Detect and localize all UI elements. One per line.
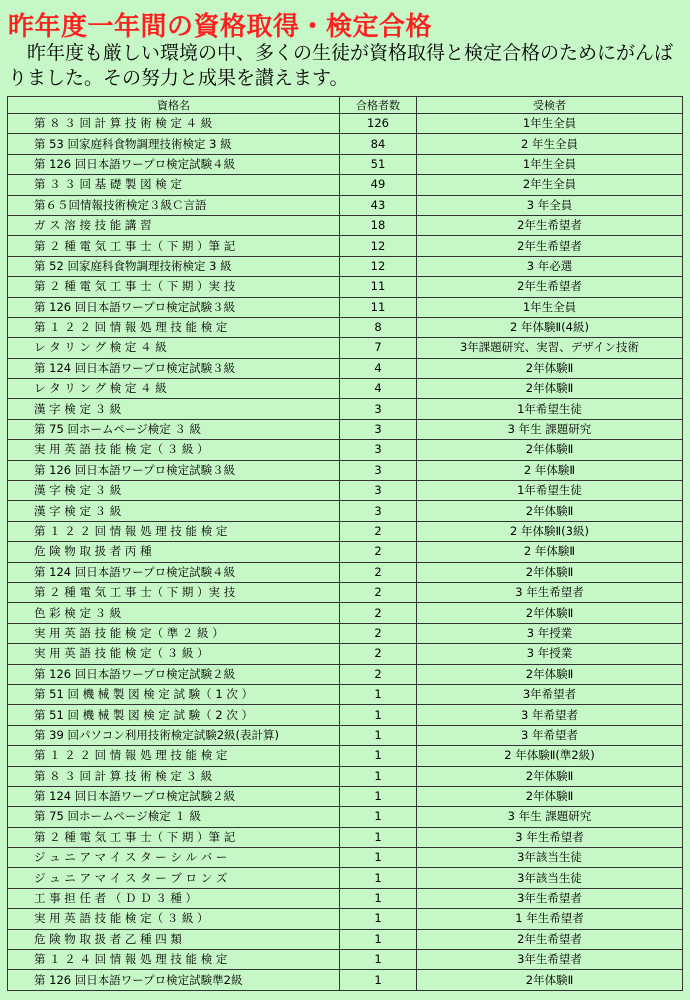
examinee-group: 1年生全員 (417, 114, 683, 134)
passed-count: 11 (340, 277, 417, 297)
examinee-group: 2 年体験Ⅱ(4級) (417, 317, 683, 337)
examinee-group: 2年生全員 (417, 175, 683, 195)
examinee-group: 3年希望者 (417, 684, 683, 704)
examinee-group: 3 年希望者 (417, 725, 683, 745)
passed-count: 4 (340, 358, 417, 378)
table-row (8, 888, 683, 908)
qualification-name: 漢 字 検 定 ３ 級 (8, 399, 340, 419)
table-row (8, 848, 683, 868)
examinee-group: 2 年体験Ⅱ (417, 460, 683, 480)
qualification-name: 第 51 回 機 械 製 図 検 定 試 験（ 1 次 ） (8, 684, 340, 704)
table-row (8, 481, 683, 501)
table-row (8, 175, 683, 195)
passed-count: 1 (340, 725, 417, 745)
table-row (8, 195, 683, 215)
qualification-name: 漢 字 検 定 ３ 級 (8, 481, 340, 501)
table-row (8, 664, 683, 684)
table-row (8, 909, 683, 929)
qualification-name: 工 事 担 任 者 （ Ｄ Ｄ ３ 種 ） (8, 888, 340, 908)
table-row (8, 950, 683, 970)
qualification-name: 第 75 回ホームページ検定 １ 級 (8, 807, 340, 827)
passed-count: 2 (340, 521, 417, 541)
passed-count: 1 (340, 786, 417, 806)
examinee-group: 1年希望生徒 (417, 399, 683, 419)
passed-count: 3 (340, 481, 417, 501)
qualification-name: 実 用 英 語 技 能 検 定（ ３ 級 ） (8, 909, 340, 929)
table-row (8, 786, 683, 806)
header-qualification: 資格名 (8, 97, 340, 114)
table-row (8, 460, 683, 480)
table-row (8, 114, 683, 134)
passed-count: 3 (340, 419, 417, 439)
passed-count: 1 (340, 807, 417, 827)
examinee-group: 3 年授業 (417, 644, 683, 664)
examinee-group: 2年生希望者 (417, 277, 683, 297)
table-row (8, 134, 683, 154)
examinee-group: 3年該当生徒 (417, 848, 683, 868)
passed-count: 3 (340, 440, 417, 460)
examinee-group: 3年生希望者 (417, 950, 683, 970)
qualification-name: 第 ２ 種 電 気 工 事 士（ 下 期 ）実 技 (8, 277, 340, 297)
passed-count: 12 (340, 236, 417, 256)
passed-count: 1 (340, 746, 417, 766)
qualification-name: 第 124 回日本語ワープロ検定試験２級 (8, 786, 340, 806)
table-row (8, 317, 683, 337)
table-row (8, 807, 683, 827)
header-passed-count: 合格者数 (340, 97, 417, 114)
table-row (8, 521, 683, 541)
passed-count: 1 (340, 684, 417, 704)
passed-count: 8 (340, 317, 417, 337)
qualification-name: 第 １ ２ ２ 回 情 報 処 理 技 能 検 定 (8, 521, 340, 541)
table-row (8, 419, 683, 439)
table-row (8, 256, 683, 276)
examinee-group: 3 年希望者 (417, 705, 683, 725)
examinee-group: 2年体験Ⅱ (417, 562, 683, 582)
examinee-group: 2年体験Ⅱ (417, 379, 683, 399)
table-row (8, 725, 683, 745)
passed-count: 126 (340, 114, 417, 134)
qualification-name: 実 用 英 語 技 能 検 定（ ３ 級 ） (8, 440, 340, 460)
qualification-name: 漢 字 検 定 ３ 級 (8, 501, 340, 521)
passed-count: 1 (340, 888, 417, 908)
table-row (8, 562, 683, 582)
qualification-name: 第 ２ 種 電 気 工 事 士（ 下 期 ）筆 記 (8, 827, 340, 847)
passed-count: 3 (340, 399, 417, 419)
examinee-group: 3 年授業 (417, 623, 683, 643)
examinee-group: 2 年生全員 (417, 134, 683, 154)
passed-count: 2 (340, 664, 417, 684)
table-row (8, 297, 683, 317)
passed-count: 18 (340, 215, 417, 235)
examinee-group: 3 年生 課題研究 (417, 807, 683, 827)
qualification-name: 第 53 回家庭科食物調理技術検定 3 級 (8, 134, 340, 154)
qualification-name: 実 用 英 語 技 能 検 定（ 準 ２ 級 ） (8, 623, 340, 643)
table-row (8, 215, 683, 235)
examinee-group: 2年体験Ⅱ (417, 970, 683, 990)
examinee-group: 2年生希望者 (417, 929, 683, 949)
qualification-name: 第 126 回日本語ワープロ検定試験４級 (8, 154, 340, 174)
passed-count: 1 (340, 848, 417, 868)
table-row (8, 623, 683, 643)
passed-count: 1 (340, 705, 417, 725)
passed-count: 1 (340, 827, 417, 847)
table-row (8, 440, 683, 460)
table-row (8, 379, 683, 399)
passed-count: 49 (340, 175, 417, 195)
examinee-group: 3年課題研究、実習、デザイン技術 (417, 338, 683, 358)
qualification-name: ジ ュ ニ ア マ イ ス タ ー ブ ロ ン ズ (8, 868, 340, 888)
qualification-name: 第６５回情報技術検定３級Ｃ言語 (8, 195, 340, 215)
table-row (8, 827, 683, 847)
qualification-name: ガ ス 溶 接 技 能 講 習 (8, 215, 340, 235)
examinee-group: 3 年生希望者 (417, 582, 683, 602)
qualification-name: 第 ３ ３ 回 基 礎 製 図 検 定 (8, 175, 340, 195)
page-title: 昨年度一年間の資格取得・検定合格 (8, 12, 433, 42)
examinee-group: 2年生希望者 (417, 215, 683, 235)
qualification-name: 第 １ ２ ４ 回 情 報 処 理 技 能 検 定 (8, 950, 340, 970)
examinee-group: 1年生全員 (417, 297, 683, 317)
examinee-group: 2年体験Ⅱ (417, 664, 683, 684)
table-row (8, 705, 683, 725)
table-row (8, 501, 683, 521)
examinee-group: 3 年生希望者 (417, 827, 683, 847)
table-row (8, 868, 683, 888)
examinee-group: 2年体験Ⅱ (417, 358, 683, 378)
qualification-name: レ タ リ ン グ 検 定 ４ 級 (8, 379, 340, 399)
examinee-group: 1年希望生徒 (417, 481, 683, 501)
examinee-group: 3 年必選 (417, 256, 683, 276)
qualification-name: 第 126 回日本語ワープロ検定試験３級 (8, 460, 340, 480)
qualification-name: 第 ２ 種 電 気 工 事 士（ 下 期 ）実 技 (8, 582, 340, 602)
passed-count: 4 (340, 379, 417, 399)
table-row (8, 358, 683, 378)
qualification-name: 第 １ ２ ２ 回 情 報 処 理 技 能 検 定 (8, 746, 340, 766)
qualification-name: 第 126 回日本語ワープロ検定試験２級 (8, 664, 340, 684)
intro-text: 昨年度も厳しい環境の中、多くの生徒が資格取得と検定合格のためにがんばりました。その努力と成果を讃えます。 (8, 42, 674, 89)
examinee-group: 2年生希望者 (417, 236, 683, 256)
passed-count: 2 (340, 644, 417, 664)
passed-count: 11 (340, 297, 417, 317)
qualification-name: 実 用 英 語 技 能 検 定（ ３ 級 ） (8, 644, 340, 664)
qualification-name: 第 39 回パソコン利用技術検定試験2級(表計算) (8, 725, 340, 745)
passed-count: 84 (340, 134, 417, 154)
examinee-group: 3 年生 課題研究 (417, 419, 683, 439)
table-row (8, 277, 683, 297)
passed-count: 1 (340, 909, 417, 929)
passed-count: 12 (340, 256, 417, 276)
qualification-name: 第 124 回日本語ワープロ検定試験３級 (8, 358, 340, 378)
table-row (8, 236, 683, 256)
qualification-name: 第 １ ２ ２ 回 情 報 処 理 技 能 検 定 (8, 317, 340, 337)
passed-count: 1 (340, 868, 417, 888)
qualification-name: 第 126 回日本語ワープロ検定試験準2級 (8, 970, 340, 990)
passed-count: 3 (340, 501, 417, 521)
examinee-group: 2 年体験Ⅱ(準2級) (417, 746, 683, 766)
qualification-name: 第 ８ ３ 回 計 算 技 術 検 定 ３ 級 (8, 766, 340, 786)
table-body (8, 114, 683, 991)
qualification-name: 色 彩 検 定 ３ 級 (8, 603, 340, 623)
qualification-name: 第 124 回日本語ワープロ検定試験４級 (8, 562, 340, 582)
passed-count: 1 (340, 950, 417, 970)
passed-count: 1 (340, 929, 417, 949)
table-row (8, 746, 683, 766)
passed-count: 51 (340, 154, 417, 174)
table-row (8, 766, 683, 786)
examinee-group: 2 年体験Ⅱ(3級) (417, 521, 683, 541)
table-row (8, 684, 683, 704)
examinee-group: 2年体験Ⅱ (417, 766, 683, 786)
qualification-name: 危 険 物 取 扱 者 乙 種 四 類 (8, 929, 340, 949)
qualification-name: ジ ュ ニ ア マ イ ス タ ー シ ル バ ー (8, 848, 340, 868)
passed-count: 2 (340, 582, 417, 602)
table-row (8, 542, 683, 562)
passed-count: 1 (340, 766, 417, 786)
passed-count: 3 (340, 460, 417, 480)
passed-count: 2 (340, 562, 417, 582)
examinee-group: 3 年全員 (417, 195, 683, 215)
table-row (8, 582, 683, 602)
certification-table (7, 96, 683, 991)
table-row (8, 929, 683, 949)
qualification-name: 第 75 回ホームページ検定 ３ 級 (8, 419, 340, 439)
examinee-group: 2年体験Ⅱ (417, 786, 683, 806)
examinee-group: 1年生全員 (417, 154, 683, 174)
qualification-name: 第 126 回日本語ワープロ検定試験３級 (8, 297, 340, 317)
examinee-group: 2年体験Ⅱ (417, 501, 683, 521)
examinee-group: 1 年生希望者 (417, 909, 683, 929)
examinee-group: 3年該当生徒 (417, 868, 683, 888)
header-examinees: 受検者 (417, 97, 683, 114)
examinee-group: 3年生希望者 (417, 888, 683, 908)
passed-count: 2 (340, 603, 417, 623)
table-row (8, 970, 683, 990)
examinee-group: 2年体験Ⅱ (417, 440, 683, 460)
table-row (8, 399, 683, 419)
table-row (8, 338, 683, 358)
examinee-group: 2 年体験Ⅱ (417, 542, 683, 562)
table-row (8, 644, 683, 664)
qualification-name: 第 52 回家庭科食物調理技術検定 3 級 (8, 256, 340, 276)
passed-count: 1 (340, 970, 417, 990)
passed-count: 7 (340, 338, 417, 358)
passed-count: 2 (340, 542, 417, 562)
table-header-row (8, 97, 683, 114)
qualification-name: 第 51 回 機 械 製 図 検 定 試 験（ 2 次 ） (8, 705, 340, 725)
qualification-name: 第 ２ 種 電 気 工 事 士（ 下 期 ）筆 記 (8, 236, 340, 256)
examinee-group: 2年体験Ⅱ (417, 603, 683, 623)
qualification-name: 危 険 物 取 扱 者 丙 種 (8, 542, 340, 562)
table-row (8, 603, 683, 623)
qualification-name: 第 ８ ３ 回 計 算 技 術 検 定 ４ 級 (8, 114, 340, 134)
table-row (8, 154, 683, 174)
qualification-name: レ タ リ ン グ 検 定 ４ 級 (8, 338, 340, 358)
passed-count: 2 (340, 623, 417, 643)
passed-count: 43 (340, 195, 417, 215)
